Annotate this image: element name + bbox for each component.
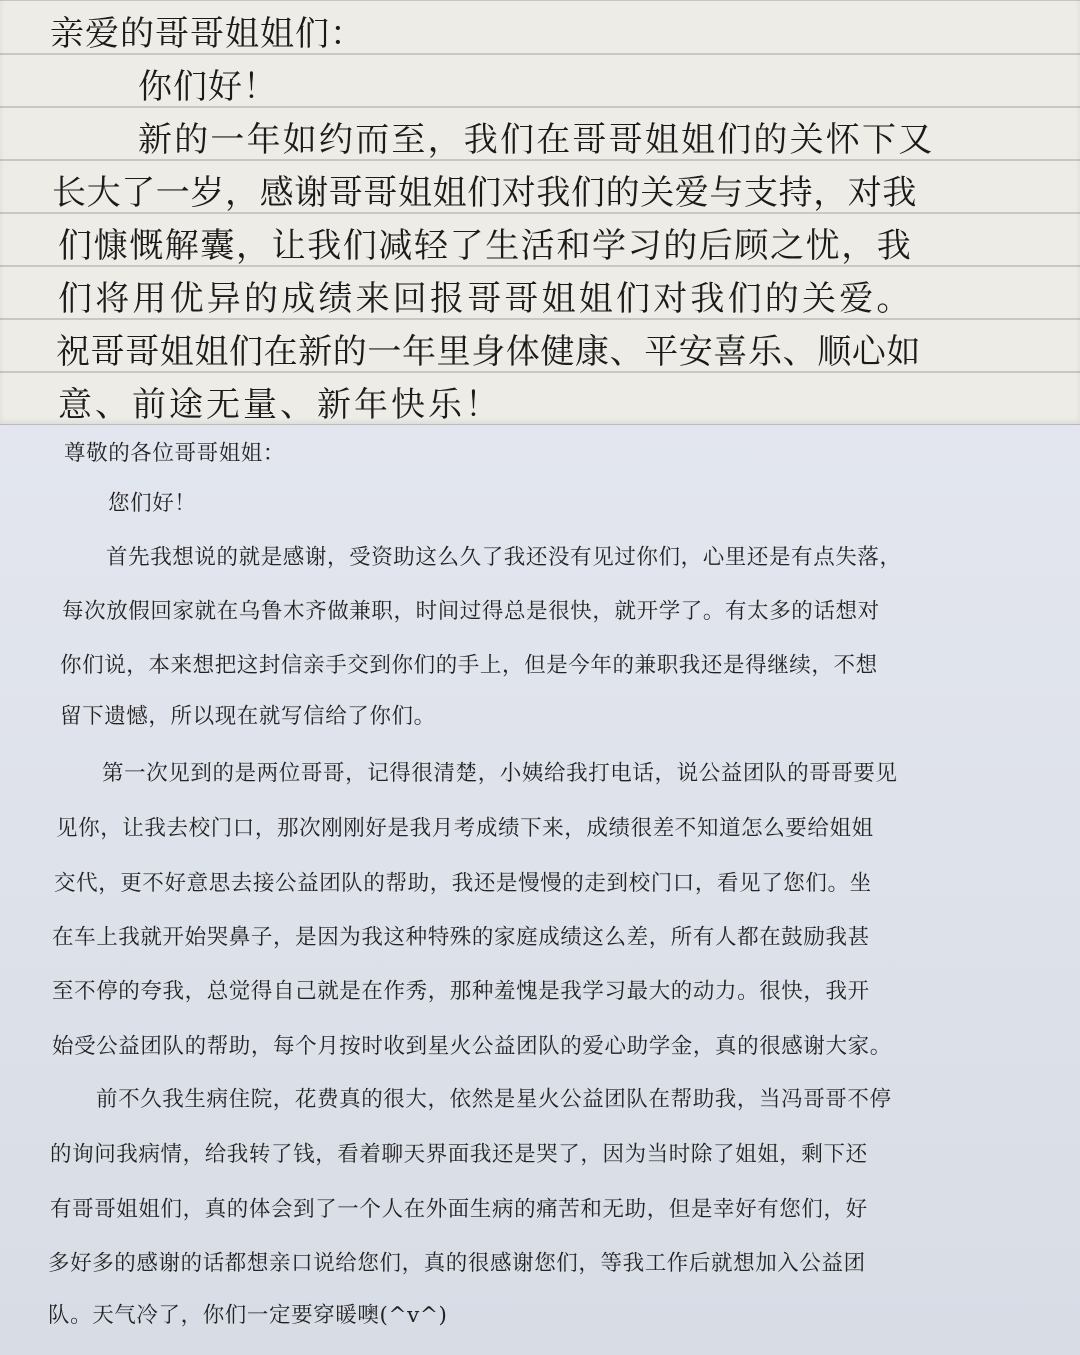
hw-hello: 你们好！ xyxy=(138,67,278,107)
hw-line-6: 们将用优异的成绩来回报哥哥姐姐们对我们的关爱。 xyxy=(58,279,914,319)
pr-line-5: 你们说，本来想把这封信亲手交到你们的手上，但是今年的兼职我还是得继续，不想 xyxy=(60,653,878,678)
pr-closing: 队。天气冷了，你们一定要穿暖噢(^v^) xyxy=(48,1303,448,1328)
pr-greeting: 尊敬的各位哥哥姐姐： xyxy=(64,441,286,466)
pr-hello: 您们好！ xyxy=(108,491,197,516)
pr-line-15: 有哥哥姐姐们，真的体会到了一个人在外面生病的痛苦和无助，但是幸好有您们，好 xyxy=(50,1197,868,1222)
pr-line-16: 多好多的感谢的话都想亲口说给您们，真的很感谢您们，等我工作后就想加入公益团 xyxy=(48,1251,866,1276)
hw-line-7: 祝哥哥姐姐们在新的一年里身体健康、平安喜乐、顺心如 xyxy=(56,332,921,372)
handwritten-letter xyxy=(0,0,1080,425)
hw-line-3: 新的一年如约而至，我们在哥哥姐姐们的关怀下又 xyxy=(138,120,935,160)
hw-closing: 意、前途无量、新年快乐！ xyxy=(58,385,502,425)
pr-line-13: 前不久我生病住院，花费真的很大，依然是星火公益团队在帮助我，当冯哥哥不停 xyxy=(96,1087,892,1112)
hw-line-5: 们慷慨解囊，让我们减轻了生活和学习的后顾之忧，我 xyxy=(58,226,913,266)
pr-line-6: 留下遗憾，所以现在就写信给了你们。 xyxy=(60,704,436,729)
pr-line-10: 在车上我就开始哭鼻子，是因为我这种特殊的家庭成绩这么差，所有人都在鼓励我甚 xyxy=(52,925,870,950)
printed-letter xyxy=(0,425,1080,1355)
pr-line-8: 见你，让我去校门口，那次刚刚好是我月考成绩下来，成绩很差不知道怎么要给姐姐 xyxy=(56,816,874,841)
pr-line-12: 始受公益团队的帮助，每个月按时收到星火公益团队的爱心助学金，真的很感谢大家。 xyxy=(52,1034,892,1059)
pr-line-7: 第一次见到的是两位哥哥，记得很清楚，小姨给我打电话，说公益团队的哥哥要见 xyxy=(102,761,898,786)
pr-line-14: 的询问我病情，给我转了钱，看着聊天界面我还是哭了，因为当时除了姐姐，剩下还 xyxy=(50,1142,868,1167)
pr-line-3: 首先我想说的就是感谢，受资助这么久了我还没有见过你们，心里还是有点失落， xyxy=(106,545,902,570)
pr-line-4: 每次放假回家就在乌鲁木齐做兼职，时间过得总是很快，就开学了。有太多的话想对 xyxy=(62,599,880,624)
hw-line-4: 长大了一岁，感谢哥哥姐姐们对我们的关爱与支持，对我 xyxy=(52,173,917,213)
pr-line-11: 至不停的夸我，总觉得自己就是在作秀，那种羞愧是我学习最大的动力。很快，我开 xyxy=(52,979,870,1004)
pr-line-9: 交代，更不好意思去接公益团队的帮助，我还是慢慢的走到校门口，看见了您们。坐 xyxy=(54,871,872,896)
hw-greeting: 亲爱的哥哥姐姐们： xyxy=(50,14,365,54)
